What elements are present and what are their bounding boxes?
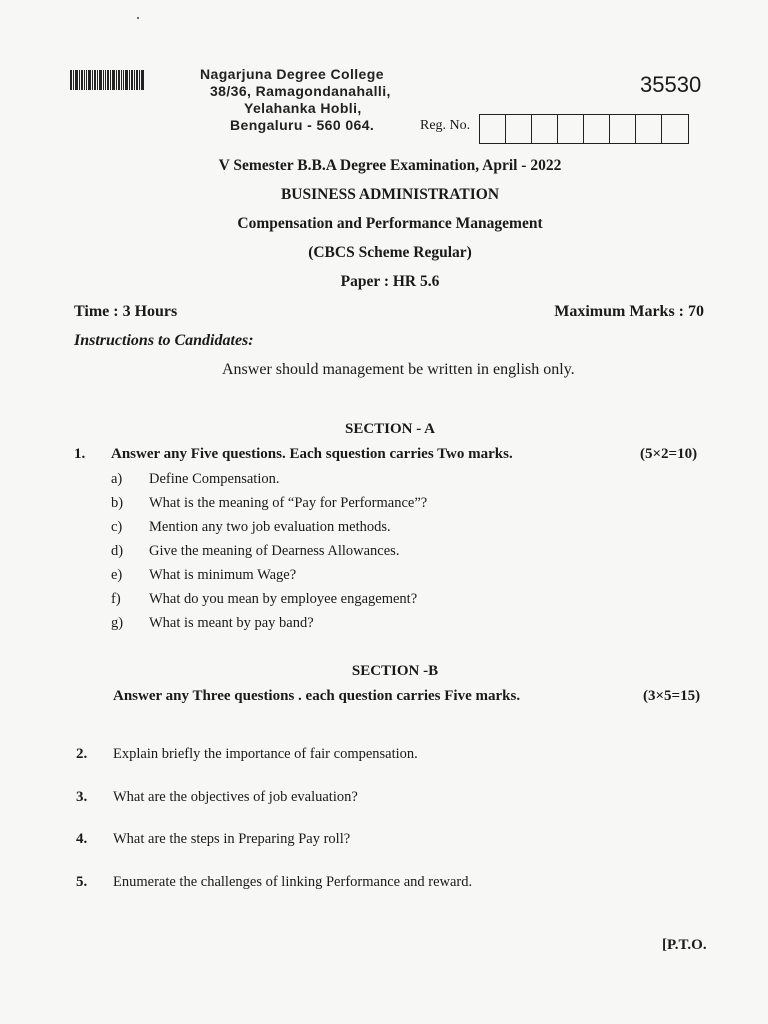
college-stamp — [198, 66, 438, 134]
instructions-text: Answer should management be written in english only. — [222, 361, 575, 378]
exam-subject: BUSINESS ADMINISTRATION — [280, 186, 500, 203]
sub-question — [111, 495, 427, 512]
sub-question-letter: e) — [111, 567, 123, 583]
section-a-marks: (5×2=10) — [640, 446, 698, 462]
sub-question — [111, 519, 391, 536]
section-b-marks: (3×5=15) — [643, 688, 701, 704]
paper-code: 35530 — [640, 72, 702, 97]
sub-question — [111, 615, 314, 632]
stray-dot — [137, 17, 139, 19]
sub-question-text: What is the meaning of “Pay for Performance”? — [149, 495, 428, 511]
question-number: 5. — [76, 874, 88, 890]
reg-no-box — [584, 115, 610, 143]
sub-question — [111, 567, 296, 584]
sub-question-letter: f) — [111, 591, 121, 607]
sub-question — [111, 591, 417, 608]
max-marks: Maximum Marks : 70 — [554, 303, 704, 320]
reg-no-box — [558, 115, 584, 143]
question-number: 3. — [76, 789, 88, 805]
sub-question-text: What is minimum Wage? — [149, 567, 297, 583]
reg-no-label: Reg. No. — [420, 118, 471, 133]
sub-question — [111, 471, 279, 488]
stamp-address-line: 38/36, Ramagondanahalli, — [210, 83, 391, 99]
section-b-title: SECTION -B — [351, 663, 439, 679]
pto-note: [P.T.O. — [662, 937, 707, 953]
question-number: 1. — [74, 446, 86, 462]
question-text: What are the steps in Preparing Pay roll? — [113, 831, 351, 847]
sub-question-text: Give the meaning of Dearness Allowances. — [149, 543, 400, 559]
exam-time: Time : 3 Hours — [74, 303, 178, 320]
section-a-title: SECTION - A — [344, 421, 436, 437]
reg-no-box — [636, 115, 662, 143]
reg-no-box — [532, 115, 558, 143]
question-number: 2. — [76, 746, 88, 762]
sub-question-text: Define Compensation. — [149, 471, 280, 487]
exam-scheme: (CBCS Scheme Regular) — [308, 244, 472, 261]
sub-question-letter: c) — [111, 519, 123, 535]
stamp-college-name: Nagarjuna Degree College — [200, 66, 384, 82]
sub-question-letter: d) — [111, 543, 124, 559]
question-text: Explain briefly the importance of fair compensation. — [113, 746, 418, 762]
reg-no-box — [480, 115, 506, 143]
exam-title: V Semester B.B.A Degree Examination, April - 2022 — [218, 157, 562, 174]
reg-no-box — [610, 115, 636, 143]
exam-paper: Paper : HR 5.6 — [340, 273, 440, 290]
sub-question-text: What is meant by pay band? — [149, 615, 314, 631]
sub-question-letter: g) — [111, 615, 124, 631]
sub-question-text: What do you mean by employee engagement? — [149, 591, 418, 607]
sub-question-letter: a) — [111, 471, 123, 487]
exam-course: Compensation and Performance Management — [237, 215, 543, 232]
question-text: What are the objectives of job evaluation? — [113, 789, 358, 805]
section-b-instruction: Answer any Three questions . each question carries Five marks. — [113, 688, 521, 704]
sub-question — [111, 543, 399, 560]
reg-no-box — [662, 115, 688, 143]
barcode — [70, 70, 152, 90]
stamp-address-line: Yelahanka Hobli, — [244, 100, 362, 116]
question-text: Enumerate the challenges of linking Performance and reward. — [113, 874, 473, 890]
sub-question-letter: b) — [111, 495, 124, 511]
section-a-instruction: Answer any Five questions. Each squestion carries Two marks. — [111, 446, 513, 462]
question-number: 4. — [76, 831, 88, 847]
sub-question-text: Mention any two job evaluation methods. — [149, 519, 391, 535]
reg-no-boxes — [479, 114, 689, 144]
stamp-city-line: Bengaluru - 560 064. — [230, 117, 375, 133]
instructions-heading: Instructions to Candidates: — [74, 332, 254, 349]
reg-no-box — [506, 115, 532, 143]
